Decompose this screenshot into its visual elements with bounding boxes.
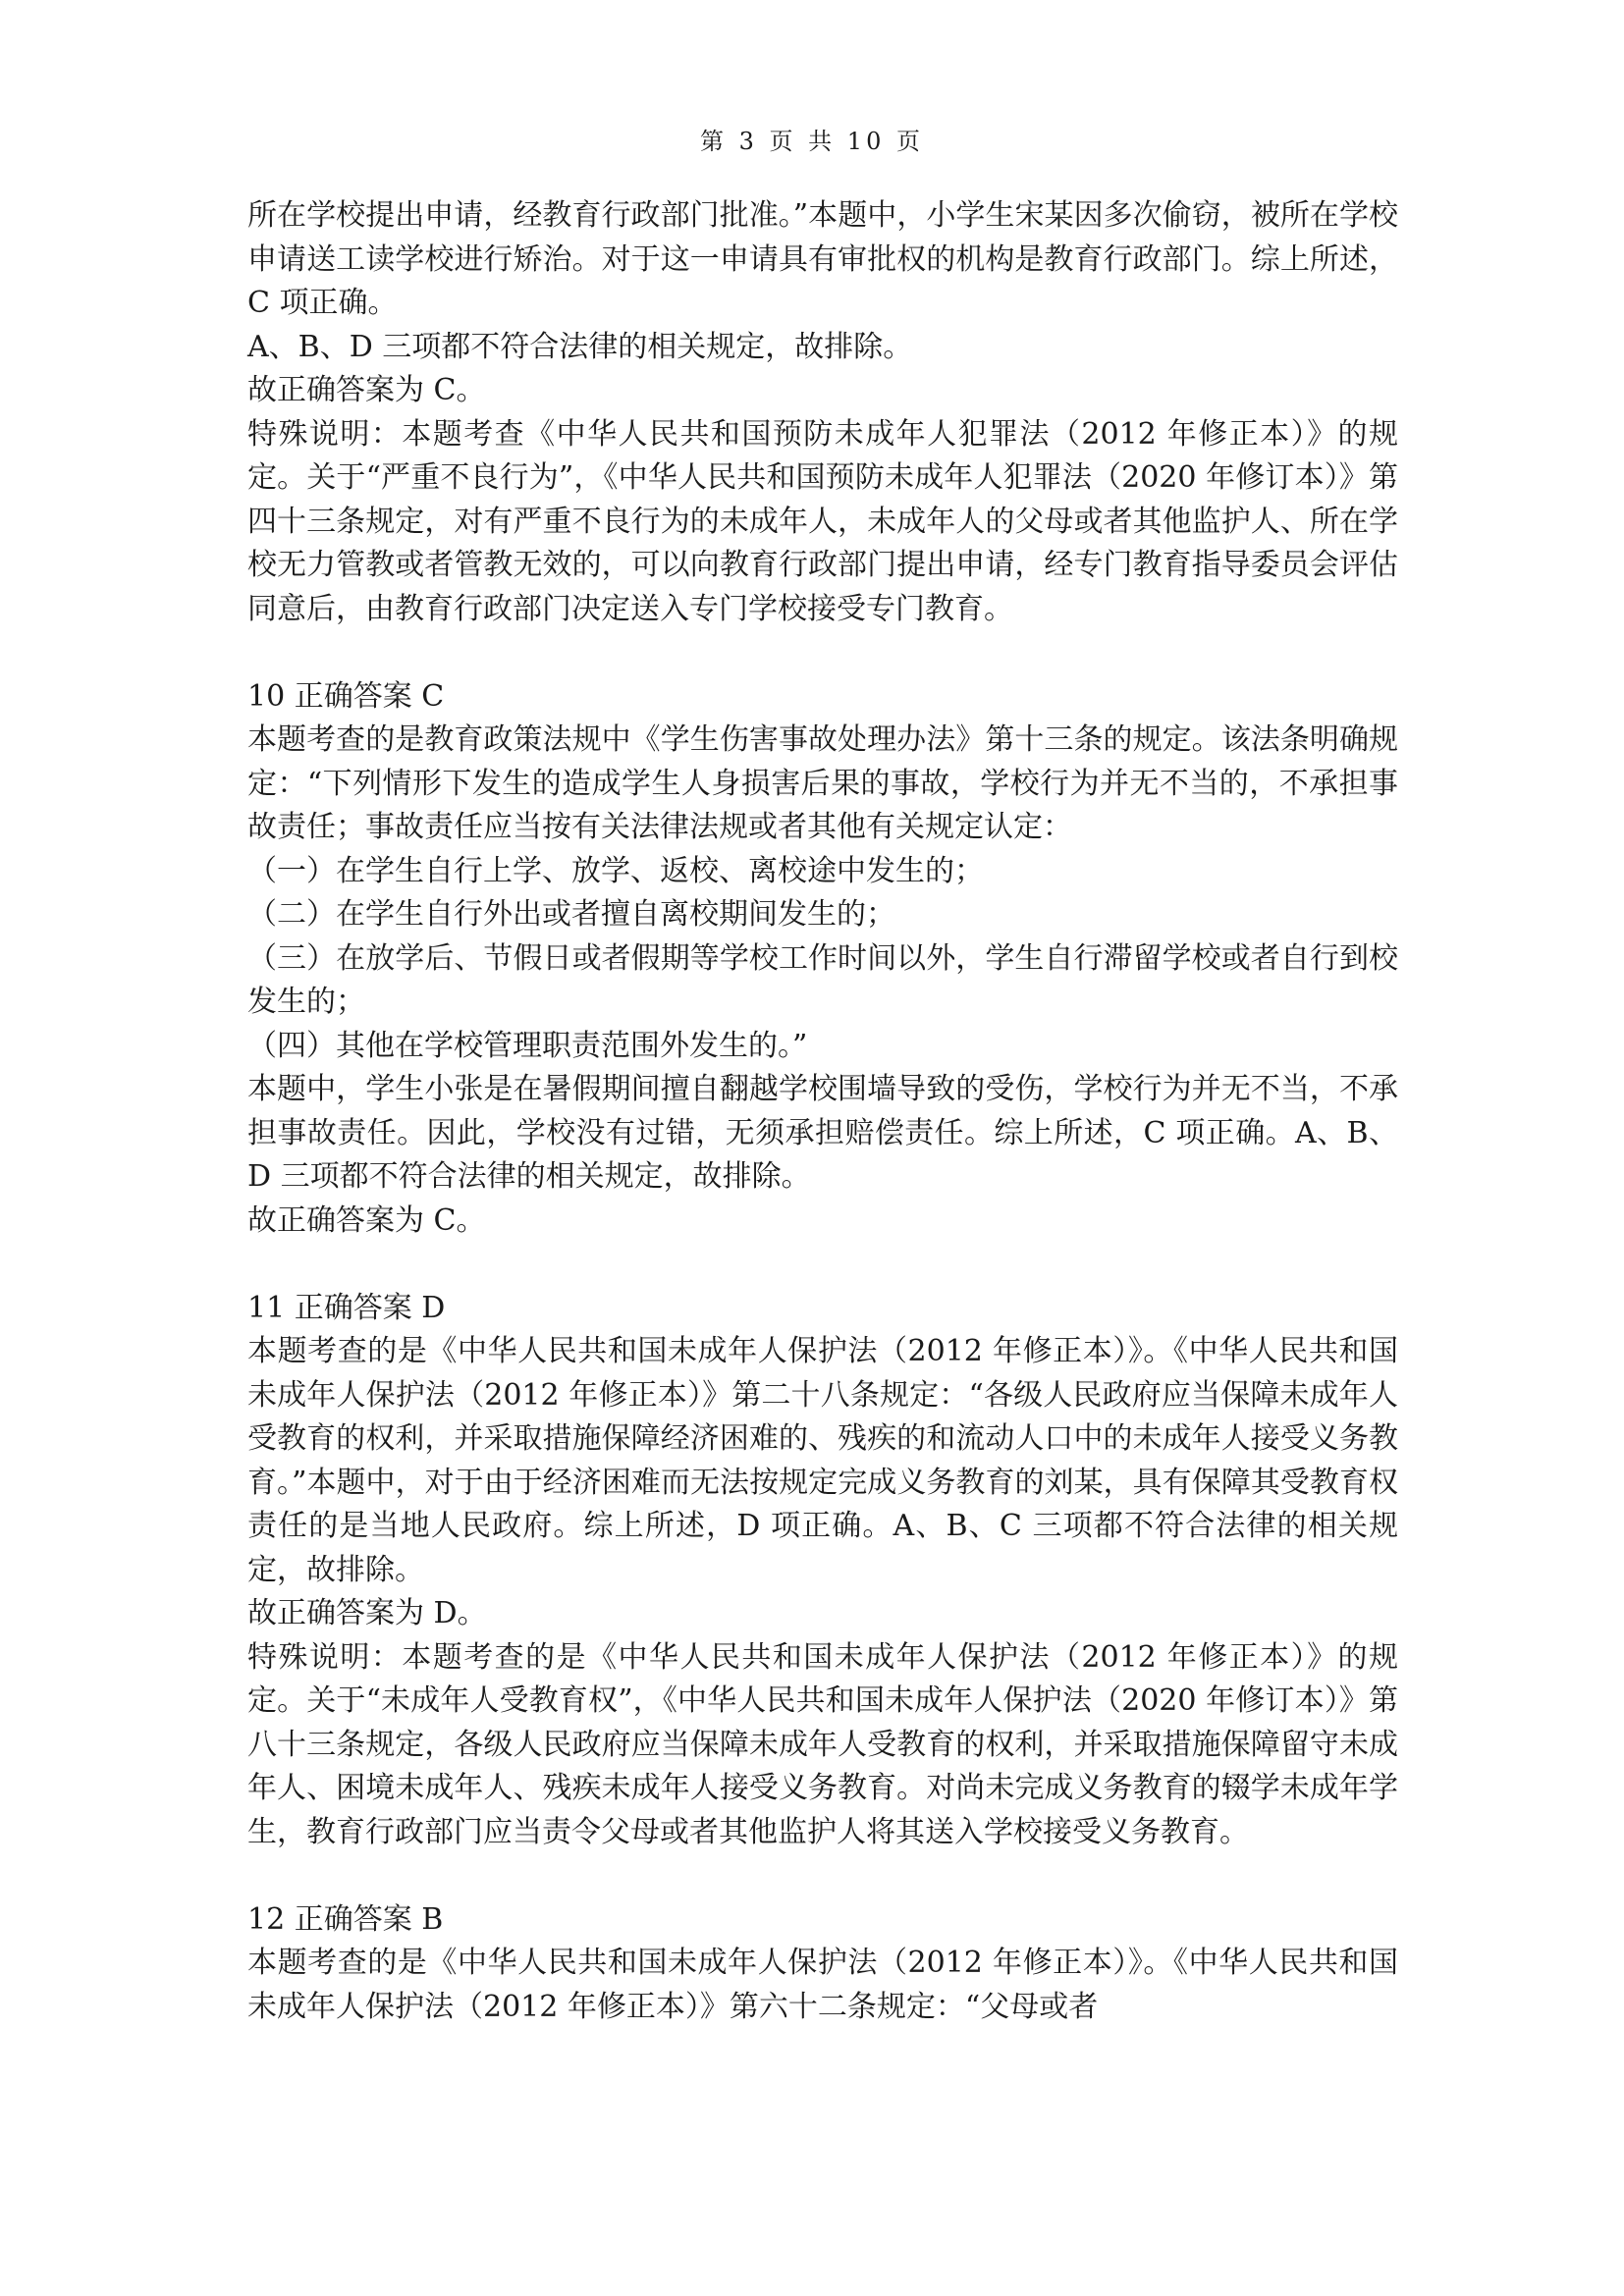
paragraph: 本题中，学生小张是在暑假期间擅自翻越学校围墙导致的受伤，学校行为并无不当，不承担事故责任。因此，学校没有过错，无须承担赔偿责任。综上所述，C 项正确。A、B、D 三项都不符合法律的相关规定，故排除。 xyxy=(247,1072,1398,1194)
answer-heading-10: 10 正确答案 C xyxy=(247,678,445,714)
list-item: （一）在学生自行上学、放学、返校、离校途中发生的； xyxy=(247,853,984,888)
paragraph: 本题考查的是《中华人民共和国未成年人保护法（2012 年修正本）》。《中华人民共和国未成年人保护法（2012 年修正本）》第二十八条规定：“各级人民政府应当保障未成年人受教育的权利，并采取措施保障经济困难的、残疾的和流动人口中的未成年人接受义务教育。”本题中，对于由于经济困难而无法按规定完成义务教育的刘某，具有保障其受教育权责任的是当地人民政府。综上所述，D 项正确。A、B、C 三项都不符合法律的相关规定，故排除。 xyxy=(247,1334,1398,1587)
paragraph: A、B、D 三项都不符合法律的相关规定，故排除。 xyxy=(247,329,913,364)
answer-heading-12: 12 正确答案 B xyxy=(247,1901,444,1937)
paragraph: 故正确答案为 C。 xyxy=(247,1202,486,1238)
paragraph: 本题考查的是《中华人民共和国未成年人保护法（2012 年修正本）》。《中华人民共和国未成年人保护法（2012 年修正本）》第六十二条规定：“父母或者 xyxy=(247,1946,1398,2024)
answer-heading-11: 11 正确答案 D xyxy=(247,1290,446,1325)
paragraph: 特殊说明：本题考查《中华人民共和国预防未成年人犯罪法（2012 年修正本）》的规定。关于“严重不良行为”，《中华人民共和国预防未成年人犯罪法（2020 年修订本）》第四十三条规定，对有严重不良行为的未成年人，未成年人的父母或者其他监护人、所在学校无力管教或者管教无效的，可以向教育行政部门提出申请，经专门教育指导委员会评估同意后，由教育行政部门决定送入专门学校接受专门教育。 xyxy=(247,416,1398,626)
blank-line xyxy=(247,1854,1398,1898)
paragraph: 所在学校提出申请，经教育行政部门批准。”本题中，小学生宋某因多次偷窃，被所在学校申请送工读学校进行矫治。对于这一申请具有审批权的机构是教育行政部门。综上所述，C 项正确。 xyxy=(247,198,1398,320)
blank-line xyxy=(247,1243,1398,1287)
list-item: （三）在放学后、节假日或者假期等学校工作时间以外，学生自行滞留学校或者自行到校发生的； xyxy=(247,940,1398,1019)
document-body xyxy=(247,194,1398,2029)
blank-line xyxy=(247,631,1398,675)
list-item: （二）在学生自行外出或者擅自离校期间发生的； xyxy=(247,897,895,932)
paragraph: 故正确答案为 D。 xyxy=(247,1596,487,1630)
page-indicator: 第 3 页 共 10 页 xyxy=(700,128,924,155)
paragraph: 特殊说明：本题考查的是《中华人民共和国未成年人保护法（2012 年修正本）》的规定。关于“未成年人受教育权”，《中华人民共和国未成年人保护法（2020 年修订本）》第八十三条规定，各级人民政府应当保障未成年人受教育的权利，并采取措施保障留守未成年人、困境未成年人、残疾未成年人接受义务教育。对尚未完成义务教育的辍学未成年学生，教育行政部门应当责令父母或者其他监护人将其送入学校接受义务教育。 xyxy=(247,1639,1398,1849)
list-item: （四）其他在学校管理职责范围外发生的。” xyxy=(247,1028,808,1063)
paragraph: 本题考查的是教育政策法规中《学生伤害事故处理办法》第十三条的规定。该法条明确规定：“下列情形下发生的造成学生人身损害后果的事故，学校行为并无不当的，不承担事故责任；事故责任应当按有关法律法规或者其他有关规定认定： xyxy=(247,722,1398,844)
paragraph: 故正确答案为 C。 xyxy=(247,373,486,407)
